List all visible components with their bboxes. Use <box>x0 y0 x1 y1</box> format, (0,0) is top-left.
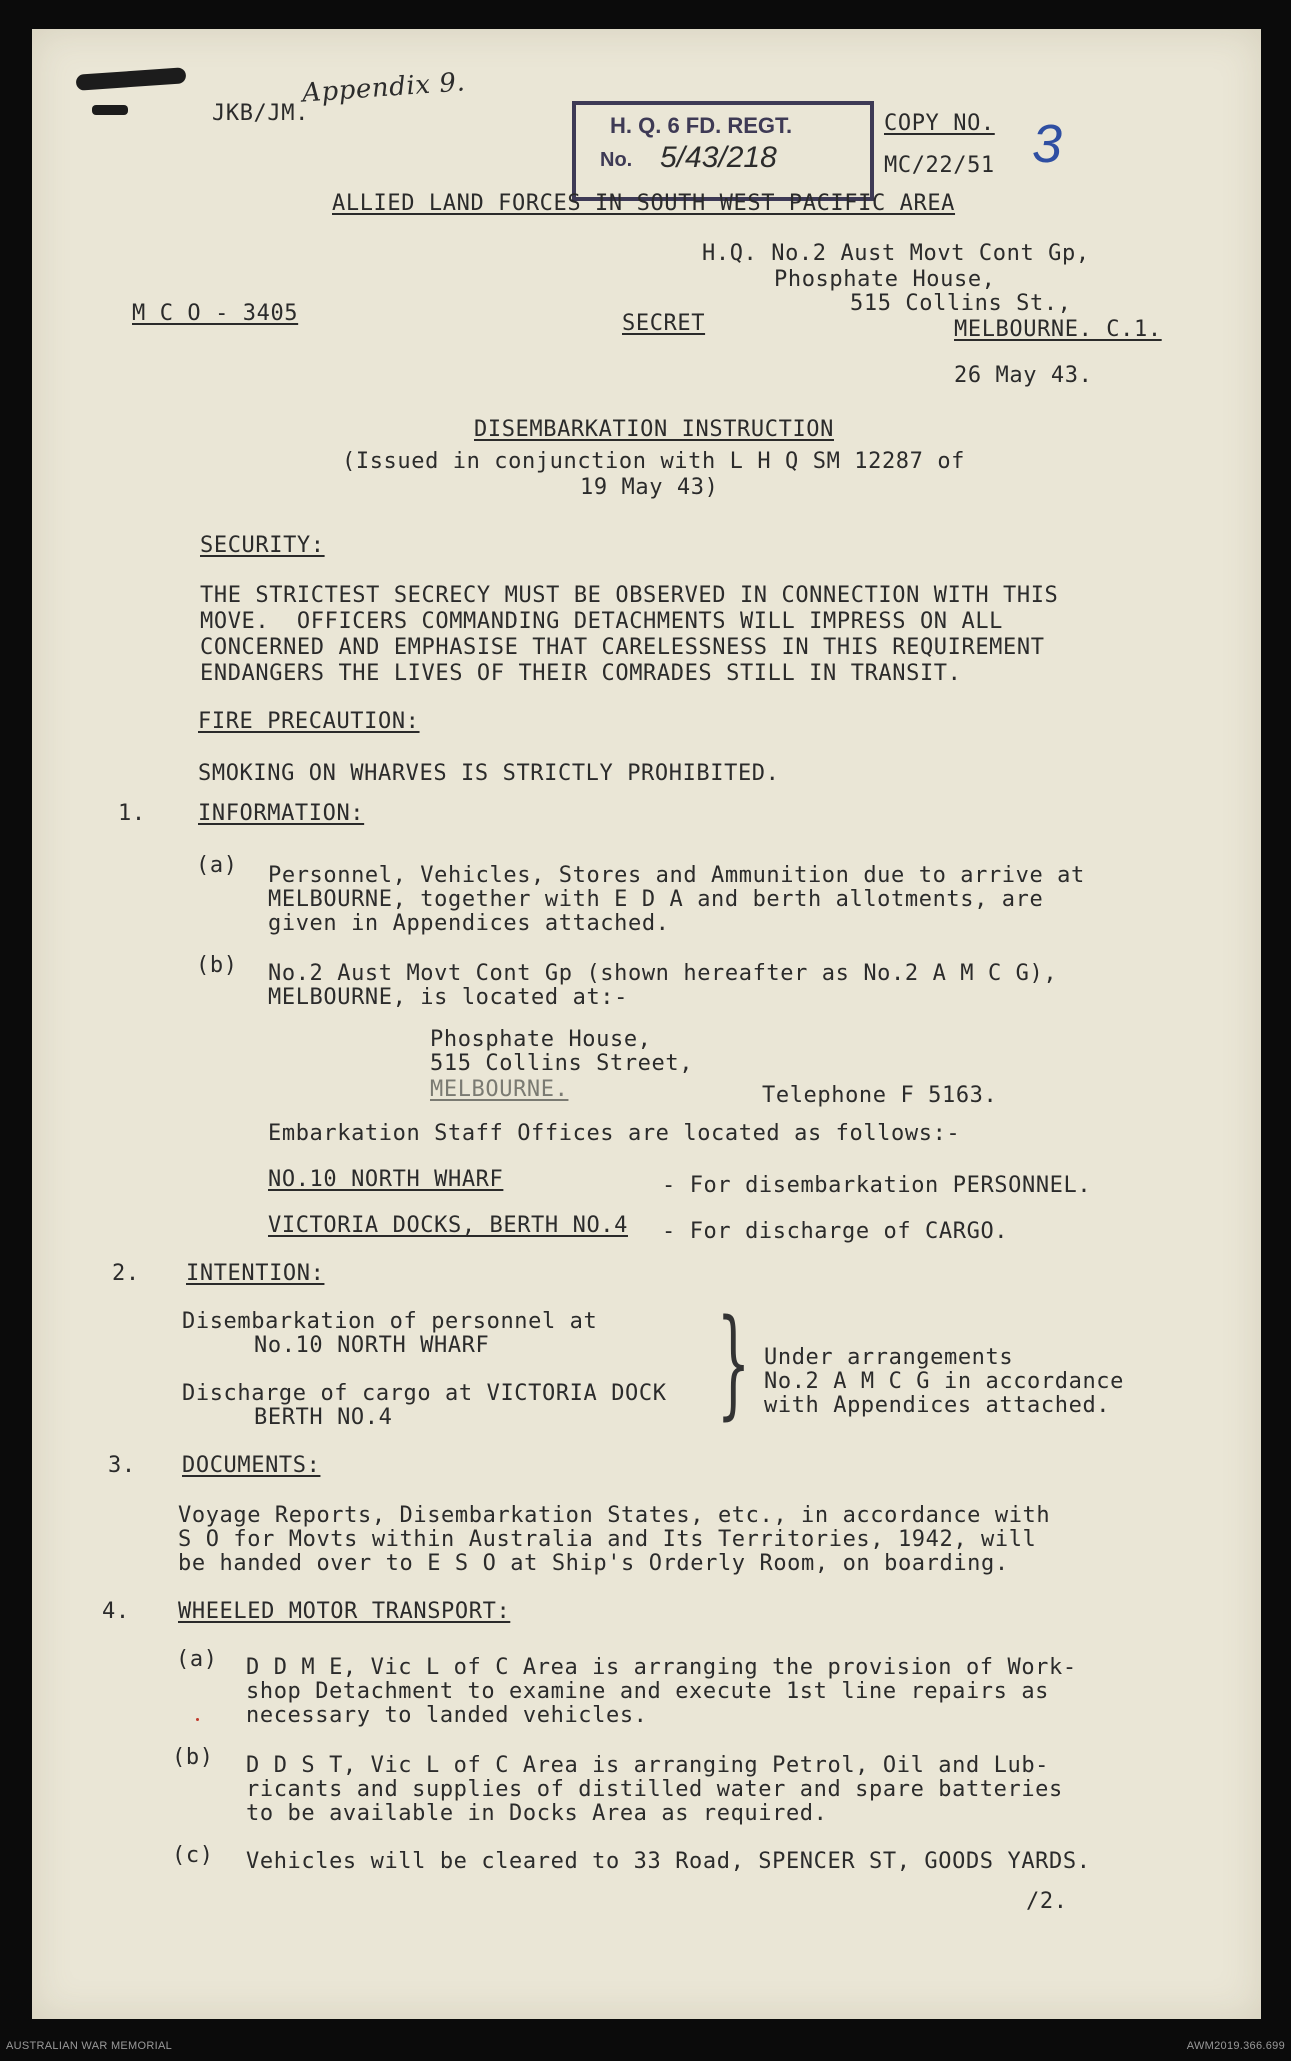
intention-left: BERTH NO.4 <box>254 1405 393 1430</box>
archive-credit: AUSTRALIAN WAR MEMORIAL <box>6 2040 173 2052</box>
archive-id: AWM2019.366.699 <box>1186 2040 1285 2052</box>
fire-text: SMOKING ON WHARVES IS STRICTLY PROHIBITED. <box>198 761 780 786</box>
hq-stamp <box>572 101 874 201</box>
file-reference: MC/22/51 <box>884 153 995 178</box>
classification: SECRET <box>622 311 706 336</box>
office-purpose: - For discharge of CARGO. <box>662 1219 1009 1244</box>
security-heading: SECURITY: <box>200 533 325 558</box>
security-line: THE STRICTEST SECRECY MUST BE OBSERVED IN CONNECTION WITH THIS <box>200 583 1059 608</box>
info-a-line: MELBOURNE, together with E D A and berth allotments, are <box>268 887 1044 912</box>
ink-blot <box>92 105 128 115</box>
section-number: 1. <box>118 801 146 826</box>
item-label: (c) <box>172 1843 214 1868</box>
transport-b-line: to be available in Docks Area as required. <box>246 1801 828 1826</box>
issued-note-line-2: 19 May 43) <box>580 475 719 500</box>
intention-left: Disembarkation of personnel at <box>182 1309 598 1334</box>
issued-note-line-1: (Issued in conjunction with L H Q SM 12287 of <box>342 449 966 474</box>
page-continuation: /2. <box>1026 1889 1068 1914</box>
section-number: 3. <box>108 1453 136 1478</box>
info-a-line: given in Appendices attached. <box>268 911 670 936</box>
documents-line: be handed over to E S O at Ship's Orderly Room, on boarding. <box>178 1551 1009 1576</box>
item-label: (b) <box>172 1745 214 1770</box>
reference-initials: JKB/JM. <box>212 101 309 126</box>
transport-a-line: D D M E, Vic L of C Area is arranging the provision of Work- <box>246 1655 1077 1680</box>
intention-right: No.2 A M C G in accordance <box>764 1369 1124 1394</box>
intention-heading: INTENTION: <box>186 1261 325 1286</box>
info-a-line: Personnel, Vehicles, Stores and Ammunition due to arrive at <box>268 863 1085 888</box>
info-b-line: MELBOURNE, is located at:- <box>268 985 628 1010</box>
transport-b-line: ricants and supplies of distilled water and spare batteries <box>246 1777 1063 1802</box>
mco-number: M C O - 3405 <box>132 301 299 326</box>
section-number: 2. <box>112 1261 140 1286</box>
intention-right: Under arrangements <box>764 1345 1014 1370</box>
item-label: (b) <box>196 953 238 978</box>
documents-line: S O for Movts within Australia and Its Territories, 1942, will <box>178 1527 1037 1552</box>
item-label: (a) <box>176 1647 218 1672</box>
red-ink-mark <box>196 1718 199 1721</box>
transport-a-line: necessary to landed vehicles. <box>246 1703 648 1728</box>
documents-line: Voyage Reports, Disembarkation States, etc., in accordance with <box>178 1503 1051 1528</box>
security-line: MOVE. OFFICERS COMMANDING DETACHMENTS WILL IMPRESS ON ALL <box>200 609 1004 634</box>
document-date: 26 May 43. <box>954 363 1093 388</box>
office-name: NO.10 NORTH WHARF <box>268 1167 504 1192</box>
document-page <box>32 29 1261 2019</box>
transport-c-line: Vehicles will be cleared to 33 Road, SPENCER ST, GOODS YARDS. <box>246 1849 1091 1874</box>
transport-heading: WHEELED MOTOR TRANSPORT: <box>178 1599 511 1624</box>
location-line: MELBOURNE. <box>430 1077 569 1102</box>
info-heading: INFORMATION: <box>198 801 365 826</box>
staff-offices-intro: Embarkation Staff Offices are located as follows:- <box>268 1121 961 1146</box>
info-b-line: No.2 Aust Movt Cont Gp (shown hereafter as No.2 A M C G), <box>268 961 1058 986</box>
transport-b-line: D D S T, Vic L of C Area is arranging Petrol, Oil and Lub- <box>246 1753 1050 1778</box>
address-line-4: MELBOURNE. C.1. <box>954 317 1162 342</box>
location-line: Phosphate House, <box>430 1027 652 1052</box>
ink-blot <box>76 67 187 91</box>
transport-a-line: shop Detachment to examine and execute 1st line repairs as <box>246 1679 1050 1704</box>
office-purpose: - For disembarkation PERSONNEL. <box>662 1173 1092 1198</box>
document-heading: ALLIED LAND FORCES IN SOUTH WEST PACIFIC AREA <box>332 191 956 216</box>
address-line-2: Phosphate House, <box>774 267 996 292</box>
security-line: ENDANGERS THE LIVES OF THEIR COMRADES STILL IN TRANSIT. <box>200 661 962 686</box>
section-number: 4. <box>102 1599 130 1624</box>
stamp-number: 5/43/218 <box>660 141 777 174</box>
handwritten-appendix-note: Appendix 9. <box>301 67 467 109</box>
documents-heading: DOCUMENTS: <box>182 1453 321 1478</box>
stamp-unit: H. Q. 6 FD. REGT. <box>610 113 793 138</box>
intention-right: with Appendices attached. <box>764 1393 1111 1418</box>
instruction-title: DISEMBARKATION INSTRUCTION <box>474 417 834 442</box>
fire-heading: FIRE PRECAUTION: <box>198 709 420 734</box>
brace: } <box>716 1293 751 1431</box>
intention-left: Discharge of cargo at VICTORIA DOCK <box>182 1381 667 1406</box>
address-line-3: 515 Collins St., <box>850 291 1072 316</box>
item-label: (a) <box>196 853 238 878</box>
copy-number-label: COPY NO. <box>884 111 995 136</box>
stamp-no-label: No. <box>600 149 633 171</box>
copy-number-value: 3 <box>1032 114 1063 174</box>
location-line: 515 Collins Street, <box>430 1051 694 1076</box>
address-line-1: H.Q. No.2 Aust Movt Cont Gp, <box>702 241 1090 266</box>
intention-left: No.10 NORTH WHARF <box>254 1333 490 1358</box>
office-name: VICTORIA DOCKS, BERTH NO.4 <box>268 1213 628 1238</box>
security-line: CONCERNED AND EMPHASISE THAT CARELESSNESS IN THIS REQUIREMENT <box>200 635 1045 660</box>
telephone: Telephone F 5163. <box>762 1083 998 1108</box>
